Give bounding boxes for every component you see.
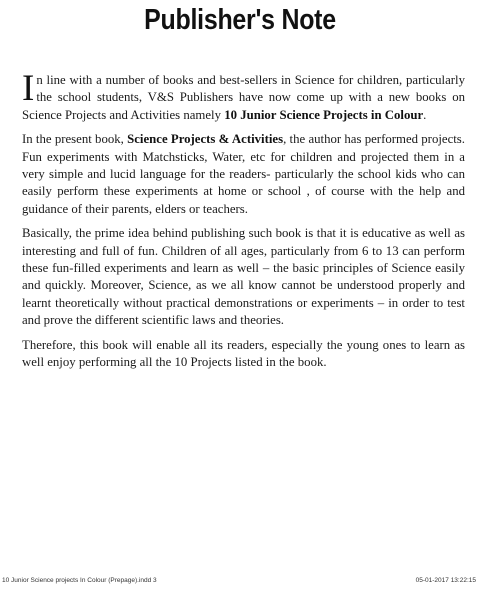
paragraph-1-text-b: . — [423, 107, 427, 122]
paragraph-2-text-a: In the present book, — [22, 132, 128, 147]
paragraph-1-text-a: n line with a number of books and best-sellers in Science for children, particularly the school students, V&S Publishers have now come up with a new books on Science Projects and Activities namely — [22, 73, 465, 122]
topic-bold: Science Projects & Activities — [127, 132, 284, 147]
paragraph-2-text-b: , the author has performed projects. Fun experiments with Matchsticks, Water, etc for children and projected them in a very simple and lucid language for the readers- particularly the school kids who can easily perform these experiments at home or school , of course with the help and guidance of their parents, elders or teachers. — [22, 132, 465, 216]
footer-file-info: 10 Junior Science projects In Colour (Prepage).indd 3 — [2, 577, 157, 584]
footer-timestamp: 05-01-2017 13:22:15 — [415, 577, 476, 584]
paragraph-1 — [22, 68, 465, 124]
page-title: Publisher's Note — [144, 4, 336, 36]
paragraph-4: Therefore, this book will enable all its readers, especially the young ones to learn as well enjoy performing all the 10 Projects listed in the book. — [22, 337, 465, 370]
drop-cap: I — [22, 68, 35, 109]
paragraph-3: Basically, the prime idea behind publishing such book is that it is educative as well as interesting and full of fun. Children of all ages, particularly from 6 to 13 can perform these fun-filled experiments and learn as well – the basic principles of Science easily and quickly. Moreover, Science, as we all know cannot be understood properly and learnt theoretically without practical demonstrations or experiments – in order to test and prove the different scientific laws and theories. — [22, 226, 465, 328]
paragraph-2 — [22, 131, 465, 218]
book-title-bold: 10 Junior Science Projects in Colour — [224, 107, 424, 122]
document-body — [22, 68, 465, 379]
